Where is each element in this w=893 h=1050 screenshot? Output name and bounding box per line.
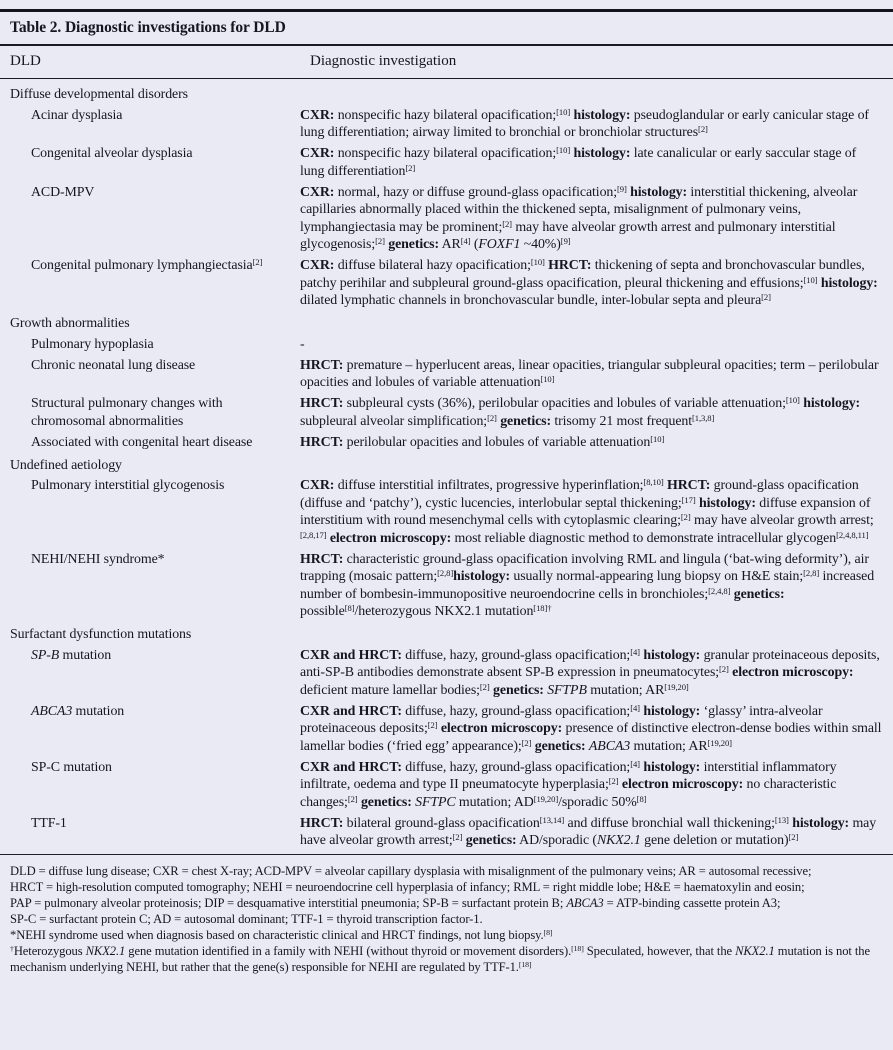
row-value: CXR: nonspecific hazy bilateral opacification;[10] histology: late canalicular or early saccular stage of lung differentiation[2]: [300, 145, 857, 179]
row-label: Associated with congenital heart disease: [31, 434, 253, 450]
table-row: [10, 759, 885, 812]
row-value: CXR and HRCT: diffuse, hazy, ground-glass opacification;[4] histology: granular proteinaceous deposits, anti-SP-B antibodies demonstrate absent SP-B expression in pneumatocytes;[2] electron microscopy: deficient mature lamellar bodies;[2] genetics: SFTPB mutation; AR[19,20]: [300, 646, 880, 698]
footnote-line: SP-C = surfactant protein C; AD = autosomal dominant; TTF-1 = thyroid transcription factor-1.: [10, 911, 483, 926]
table-row: [10, 703, 885, 756]
row-label: TTF-1: [31, 815, 67, 831]
row-label: SP-B mutation: [31, 647, 112, 663]
table-title: Table 2. Diagnostic investigations for DLD: [10, 19, 286, 36]
table-row: [10, 336, 885, 354]
row-label: Structural pulmonary changes with chromosomal abnormalities: [31, 396, 223, 429]
row-value: CXR: diffuse interstitial infiltrates, progressive hyperinflation;[8,10] HRCT: ground-glass opacification (diffuse and ‘patchy’), cystic lucencies, interlobular septal thickening;[17] histology: diffuse expansion of interstitium with round mesenchymal cells with cytoplasmic clearing;[2] may have alveolar growth arrest;[2,8,17] electron microscopy: most reliable diagnostic method to demonstrate intracellular glycogen[2,4,8,11]: [300, 477, 874, 546]
table-row: [10, 145, 885, 180]
footnotes: [0, 855, 893, 975]
section-heading: Diffuse developmental disorders: [10, 87, 188, 102]
row-value: HRCT: perilobular opacities and lobules of variable attenuation[10]: [300, 433, 665, 450]
row-value: HRCT: premature – hyperlucent areas, linear opacities, triangular subpleural opacities; term – perilobular opacities and lobules of variable attenuation[10]: [300, 357, 879, 390]
table-row: [10, 395, 885, 430]
row-value: HRCT: bilateral ground-glass opacification[13,14] and diffuse bronchial wall thickening;[13] histology: may have alveolar growth arrest;[2] genetics: AD/sporadic (NKX2.1 gene deletion or mutation)[2]: [300, 814, 877, 848]
column-header-dld: DLD: [10, 52, 41, 69]
row-value: -: [300, 336, 305, 352]
table-row: [10, 815, 885, 850]
row-value: HRCT: characteristic ground-glass opacification involving RML and lingula (‘bat-wing deformity’), air trapping (mosaic pattern;[2,8]histology: usually normal-appearing lung biopsy on H&E stain;[2,8] increased number of bombesin-immunopositive neuroendocrine cells in bronchioles;[2,4,8] genetics: possible[8]/heterozygous NKX2.1 mutation$^{[18]\dagger}$: [300, 551, 875, 619]
footnote-line: *NEHI syndrome used when diagnosis based on characteristic clinical and HRCT findings, not lung biopsy.[8]: [10, 927, 553, 942]
row-label: Acinar dysplasia: [31, 107, 123, 123]
table-row: [10, 357, 885, 392]
table-body: [0, 79, 893, 850]
row-value: CXR and HRCT: diffuse, hazy, ground-glass opacification;[4] histology: ‘glassy’ intra-alveolar proteinaceous deposits;[2] electron microscopy: presence of distinctive electron-dense bodies within small lamellar bodies (‘fried egg’ appearance);[2] genetics: ABCA3 mutation; AR[19,20]: [300, 702, 882, 754]
section-heading: Surfactant dysfunction mutations: [10, 627, 192, 642]
table-row: [10, 184, 885, 254]
row-label: Pulmonary interstitial glycogenosis: [31, 478, 225, 493]
row-label: Congenital alveolar dysplasia: [31, 146, 193, 161]
row-value: CXR: normal, hazy or diffuse ground-glass opacification;[9] histology: interstitial thickening, alveolar capillaries abnormally placed within the thickened septa, misalignment of pulmonary veins, lymphangiectasia may be prominent;[2] may have alveolar growth arrest and pulmonary interstitial glycogenosis;[2] genetics: AR[4] (FOXF1 ~40%)[9]: [300, 183, 858, 252]
table-row: [10, 551, 885, 621]
footnote-line: †Heterozygous NKX2.1 gene mutation identified in a family with NEHI (without thyroid or movement disorders).[18] Speculated, however, that the NKX2.1 mutation is not the mechanism underlying NEHI, but rather that the gene(s) responsible for NEHI are regulated by TTF-1.[18]: [10, 943, 870, 974]
row-label: Pulmonary hypoplasia: [31, 336, 154, 352]
footnote-line: DLD = diffuse lung disease; CXR = chest X-ray; ACD-MPV = alveolar capillary dysplasia with misalignment of the pulmonary veins; AR = autosomal recessive;: [10, 863, 812, 878]
table-row: [10, 434, 885, 452]
row-label: ACD-MPV: [31, 184, 95, 200]
table-row: [10, 257, 885, 310]
row-label: ABCA3 mutation: [31, 703, 125, 719]
column-header-diagnostic: Diagnostic investigation: [310, 52, 457, 69]
row-label: SP-C mutation: [31, 759, 112, 775]
column-header-row: [0, 46, 893, 78]
section-heading: Undefined aetiology: [10, 457, 122, 473]
row-label: NEHI/NEHI syndrome*: [31, 551, 165, 567]
table-row: [10, 647, 885, 700]
footnote-line: PAP = pulmonary alveolar proteinosis; DIP = desquamative interstitial pneumonia; SP-B = surfactant protein B; ABCA3 = ATP-binding cassette protein A3;: [10, 895, 781, 910]
row-value: HRCT: subpleural cysts (36%), perilobular opacities and lobules of variable attenuation;[10] histology: subpleural alveolar simplification;[2] genetics: trisomy 21 most frequent[1,3,8]: [300, 395, 861, 429]
table-row: [10, 477, 885, 547]
footnote-line: HRCT = high-resolution computed tomography; NEHI = neuroendocrine cell hyperplasia of infancy; RML = right middle lobe; H&E = haematoxylin and eosin;: [10, 879, 805, 894]
table-row: [10, 107, 885, 142]
row-value: CXR: nonspecific hazy bilateral opacification;[10] histology: pseudoglandular or early canicular stage of lung differentiation; airway limited to bronchial or bronchiolar structures[2]: [300, 106, 869, 140]
section-heading: Growth abnormalities: [10, 316, 130, 331]
row-value: CXR: diffuse bilateral hazy opacification;[10] HRCT: thickening of septa and bronchovascular bundles, patchy perihilar and subpleural ground-glass opacification, pleural thickening and effusions;[10] histology: dilated lymphatic channels in bronchovascular bundle, inter-lobular septa and pleura[2]: [300, 257, 878, 308]
row-label: Congenital pulmonary lymphangiectasia[2]: [31, 257, 263, 273]
row-value: CXR and HRCT: diffuse, hazy, ground-glass opacification;[4] histology: interstitial inflammatory infiltrate, oedema and type II pneumatocyte hyperplasia;[2] electron microscopy: no characteristic changes;[2] genetics: SFTPC mutation; AD[19,20]/sporadic 50%[8]: [300, 758, 837, 810]
row-label: Chronic neonatal lung disease: [31, 357, 196, 373]
